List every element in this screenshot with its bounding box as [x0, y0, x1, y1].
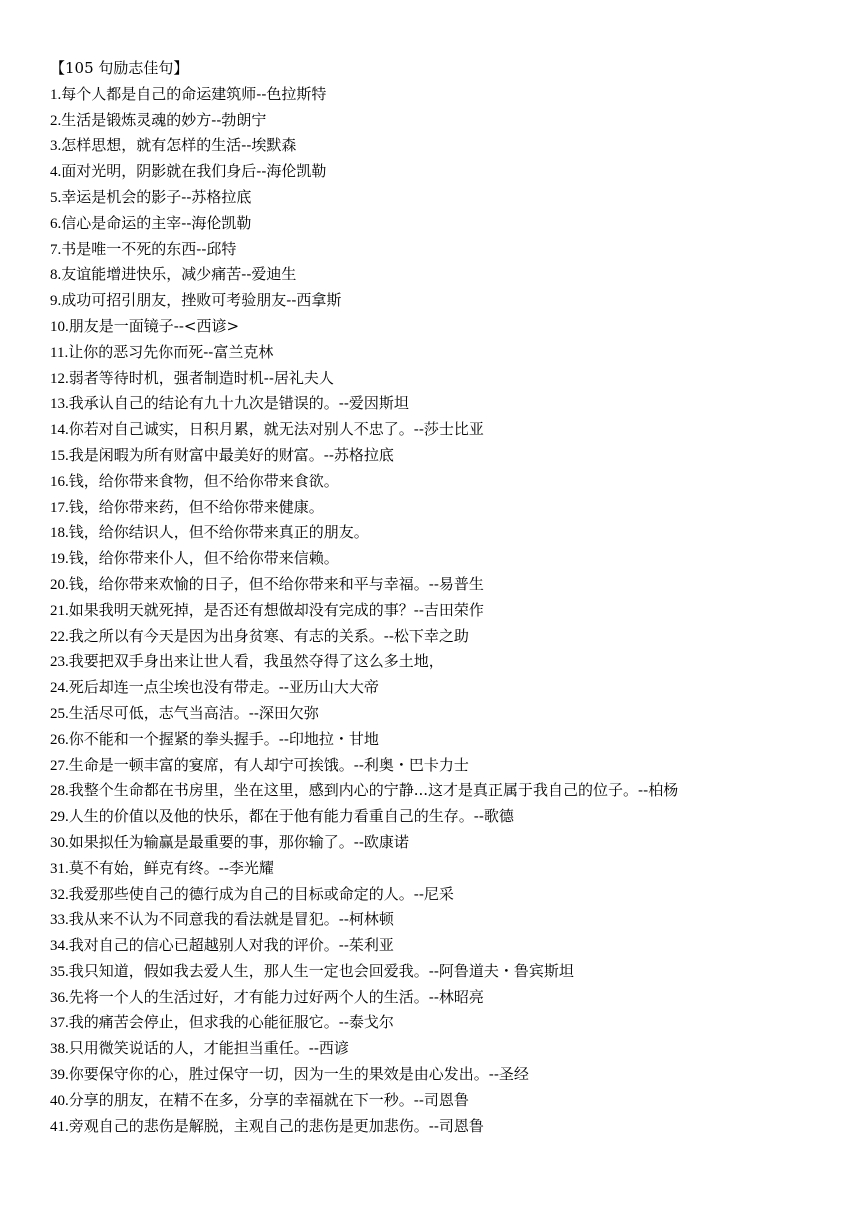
quote-line [50, 1114, 840, 1140]
quote-line [50, 985, 840, 1011]
quote-text: 如果拟任为输赢是最重要的事，那你输了。--欧康诺 [68, 832, 409, 851]
quote-line [50, 211, 840, 237]
quote-text: 死后却连一点尘埃也没有带走。--亚历山大大帝 [68, 678, 379, 697]
quote-number: 13. [50, 396, 69, 413]
quote-number: 41. [50, 1118, 69, 1135]
quote-text: 分享的朋友，在精不在多，分享的幸福就在下一秒。--司恩鲁 [68, 1090, 469, 1109]
quote-line [50, 546, 840, 572]
quote-line [50, 753, 840, 779]
quote-text: 我从来不认为不同意我的看法就是冒犯。--柯林顿 [68, 910, 394, 929]
quote-number: 27. [50, 757, 69, 774]
quote-line [50, 727, 840, 753]
quote-text: 让你的恶习先你而死--富兰克林 [68, 342, 274, 361]
quote-number: 25. [50, 705, 69, 722]
quote-text: 书是唯一不死的东西--邱特 [61, 239, 237, 258]
quote-text: 只用微笑说话的人，才能担当重任。--西谚 [68, 1039, 349, 1058]
quote-text: 钱，给你带来欢愉的日子，但不给你带来和平与幸福。--易普生 [68, 574, 484, 593]
quote-text: 你若对自己诚实，日积月累，就无法对别人不忠了。--莎士比亚 [68, 420, 484, 439]
quote-number: 40. [50, 1092, 69, 1109]
quote-text: 朋友是一面镜子--<西谚> [68, 316, 240, 335]
quote-number: 8. [50, 267, 62, 284]
quote-line [50, 314, 840, 340]
quote-number: 11. [50, 344, 69, 361]
document-body [50, 56, 840, 1139]
quote-number: 38. [50, 1041, 69, 1058]
quote-number: 30. [50, 834, 69, 851]
quote-text: 钱，给你带来仆人，但不给你带来信赖。 [68, 549, 339, 568]
quote-text: 如果我明天就死掉，是否还有想做却没有完成的事？--吉田荣作 [68, 600, 484, 619]
quote-number: 5. [50, 189, 62, 206]
quote-line [50, 804, 840, 830]
quote-text: 生活是锻炼灵魂的妙方--勃朗宁 [61, 110, 267, 129]
quote-line [50, 340, 840, 366]
quote-number: 39. [50, 1067, 69, 1084]
quote-text: 怎样思想，就有怎样的生活--埃默森 [61, 136, 297, 155]
quote-text: 友谊能增进快乐，减少痛苦--爱迪生 [61, 265, 297, 284]
quote-line [50, 520, 840, 546]
quote-text: 生命是一顿丰富的宴席，有人却宁可挨饿。--利奥・巴卡力士 [68, 755, 469, 774]
quote-number: 22. [50, 628, 69, 645]
quote-text: 幸运是机会的影子--苏格拉底 [61, 187, 252, 206]
quote-number: 1. [50, 86, 62, 103]
quote-line [50, 701, 840, 727]
quote-line [50, 1088, 840, 1114]
quote-line [50, 1010, 840, 1036]
quote-text: 信心是命运的主宰--海伦凯勒 [61, 213, 252, 232]
quote-line [50, 133, 840, 159]
quote-text: 我是闲暇为所有财富中最美好的财富。--苏格拉底 [68, 445, 394, 464]
quote-number: 32. [50, 886, 69, 903]
quote-line [50, 262, 840, 288]
quote-list [50, 82, 840, 1140]
quote-number: 36. [50, 989, 69, 1006]
quote-number: 10. [50, 318, 69, 335]
quote-text: 生活尽可低，志气当高洁。--深田欠弥 [68, 703, 319, 722]
quote-number: 4. [50, 164, 62, 181]
quote-text: 我的痛苦会停止，但求我的心能征服它。--泰戈尔 [68, 1013, 394, 1032]
quote-line [50, 856, 840, 882]
quote-line [50, 417, 840, 443]
quote-line [50, 159, 840, 185]
quote-line [50, 288, 840, 314]
quote-text: 成功可招引朋友，挫败可考验朋友--西拿斯 [61, 291, 342, 310]
quote-text: 莫不有始，鲜克有终。--李光耀 [68, 858, 274, 877]
quote-text: 我只知道，假如我去爱人生，那人生一定也会回爱我。--阿鲁道夫・鲁宾斯坦 [68, 961, 574, 980]
quote-line [50, 959, 840, 985]
quote-line [50, 237, 840, 263]
quote-number: 34. [50, 938, 69, 955]
quote-number: 15. [50, 447, 69, 464]
quote-line [50, 82, 840, 108]
quote-text: 我承认自己的结论有九十九次是错误的。--爱因斯坦 [68, 394, 409, 413]
quote-number: 19. [50, 551, 69, 568]
quote-number: 17. [50, 499, 69, 516]
quote-number: 7. [50, 241, 62, 258]
quote-number: 2. [50, 112, 62, 129]
quote-number: 21. [50, 602, 69, 619]
quote-text: 弱者等待时机，强者制造时机--居礼夫人 [68, 368, 334, 387]
quote-line [50, 907, 840, 933]
quote-text: 你要保守你的心，胜过保守一切，因为一生的果效是由心发出。--圣经 [68, 1065, 529, 1084]
quote-line [50, 933, 840, 959]
quote-text: 每个人都是自己的命运建筑师--色拉斯特 [61, 84, 327, 103]
quote-text: 我对自己的信心已超越别人对我的评价。--茱利亚 [68, 936, 394, 955]
quote-number: 18. [50, 525, 69, 542]
quote-number: 37. [50, 1015, 69, 1032]
quote-number: 31. [50, 860, 69, 877]
quote-text: 我之所以有今天是因为出身贫寒、有志的关系。--松下幸之助 [68, 626, 469, 645]
quote-line [50, 469, 840, 495]
quote-number: 26. [50, 731, 69, 748]
quote-text: 先将一个人的生活过好，才有能力过好两个人的生活。--林昭亮 [68, 987, 484, 1006]
quote-line [50, 366, 840, 392]
quote-number: 6. [50, 215, 62, 232]
quote-number: 28. [50, 783, 69, 800]
quote-text: 我要把双手身出来让世人看，我虽然夺得了这么多土地， [68, 652, 444, 671]
quote-number: 3. [50, 138, 62, 155]
quote-text: 钱，给你结识人，但不给你带来真正的朋友。 [68, 523, 369, 542]
quote-text: 我整个生命都在书房里，坐在这里，感到内心的宁静...这才是真正属于我自己的位子。--柏杨 [68, 781, 679, 800]
quote-line [50, 185, 840, 211]
quote-number: 9. [50, 293, 62, 310]
quote-line [50, 675, 840, 701]
quote-number: 14. [50, 422, 69, 439]
quote-text: 人生的价值以及他的快乐，都在于他有能力看重自己的生存。--歌德 [68, 807, 514, 826]
quote-number: 24. [50, 680, 69, 697]
quote-text: 钱，给你带来药，但不给你带来健康。 [68, 497, 324, 516]
quote-line [50, 830, 840, 856]
quote-line [50, 624, 840, 650]
quote-text: 旁观自己的悲伤是解脱，主观自己的悲伤是更加悲伤。--司恩鲁 [68, 1116, 484, 1135]
quote-text: 钱，给你带来食物，但不给你带来食欲。 [68, 471, 339, 490]
document-title: 【105 句励志佳句】 [50, 59, 189, 77]
quote-text: 你不能和一个握紧的拳头握手。--印地拉・甘地 [68, 729, 379, 748]
quote-number: 16. [50, 473, 69, 490]
quote-line [50, 495, 840, 521]
quote-number: 20. [50, 576, 69, 593]
quote-line [50, 391, 840, 417]
quote-number: 33. [50, 912, 69, 929]
quote-number: 35. [50, 963, 69, 980]
quote-line [50, 1036, 840, 1062]
quote-line [50, 1062, 840, 1088]
quote-text: 面对光明，阴影就在我们身后--海伦凯勒 [61, 162, 327, 181]
quote-line [50, 108, 840, 134]
quote-line [50, 778, 840, 804]
quote-text: 我爱那些使自己的德行成为自己的目标或命定的人。--尼采 [68, 884, 454, 903]
quote-line [50, 443, 840, 469]
quote-number: 29. [50, 809, 69, 826]
quote-line [50, 882, 840, 908]
quote-line [50, 572, 840, 598]
quote-line [50, 649, 840, 675]
quote-number: 12. [50, 370, 69, 387]
quote-line [50, 598, 840, 624]
quote-number: 23. [50, 654, 69, 671]
